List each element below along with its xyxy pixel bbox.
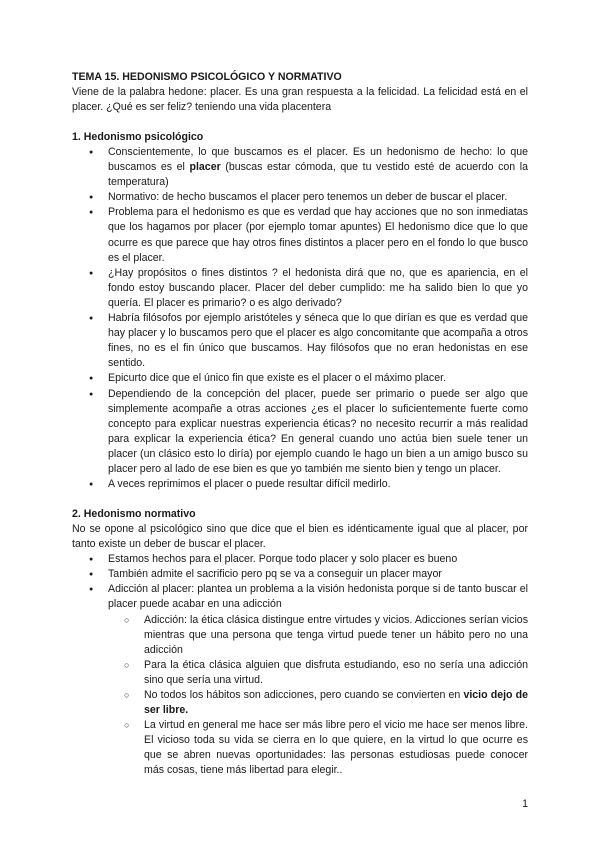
list-item: ● ¿Hay propósitos o fines distintos ? el hedonista dirá que no, que es apariencia, en el fondo estoy buscando placer. Placer del deber cumplido: me ha salido bien lo que yo quería. El placer es primario? o es algo derivado?	[72, 266, 528, 311]
list-item: ● Adicción al placer: plantea un problema a la visión hedonista porque si de tanto buscar el placer puede acabar en una adicción ○ Adicción: la ética clásica distingue entre virtudes y vicios. Adicciones serían vicios mientras que una persona que tenga virtud puede tener un hábito pero no una adicción ○ Para la ética clásica alguien que disfruta estudiando, eso no sería una adicción sino que sería una virtud. ○ No todos los hábitos son adicciones, pero cuando se convierten en vicio dejo de ser libre. ○ La virtud en general me hace ser más libre pero el vicio me hace ser menos libre. El vicioso toda su vida se cierra en lo que quiere, en la virtud lo que ocurre es que se abren nuevas oportunidades: las personas estudiosas puede conocer más cosas, tiene más libertad para elegir..	[72, 582, 528, 778]
sublist-item: ○ La virtud en general me hace ser más libre pero el vicio me hace ser menos libre. El vicioso toda su vida se cierra en lo que quiere, en la virtud lo que ocurre es que se abren nuevas oportunidades: las personas estudiosas puede conocer más cosas, tiene más libertad para elegir..	[72, 718, 528, 778]
list-item: ● También admite el sacrificio pero pq se va a conseguir un placer mayor	[72, 567, 528, 582]
section-2-intro: No se opone al psicológico sino que dice que el bien es idénticamente igual que al placer, por tanto existe un deber de buscar el placer.	[72, 523, 528, 551]
intro-paragraph: Viene de la palabra hedone: placer. Es una gran respuesta a la felicidad. La felicidad está en el placer. ¿Qué es ser feliz? teniendo una vida placentera	[72, 86, 528, 113]
section-2-sublist	[108, 613, 528, 779]
sublist-item: ○ Adicción: la ética clásica distingue entre virtudes y vicios. Adicciones serían vicios mientras que una persona que tenga virtud puede tener un hábito pero no una adicción	[72, 613, 528, 658]
list-item: ● Epicurto dice que el único fin que existe es el placer o el máximo placer.	[72, 371, 528, 386]
section-2-heading: 2. Hedonismo normativo	[72, 508, 196, 521]
sublist-item: ○ Para la ética clásica alguien que disfruta estudiando, eso no sería una adicción sino que sería una virtud.	[72, 658, 528, 688]
section-1-heading: 1. Hedonismo psicológico	[72, 131, 204, 143]
list-item: ● Estamos hechos para el placer. Porque todo placer y solo placer es bueno	[72, 552, 528, 567]
list-item: ● Problema para el hedonismo es que es verdad que hay acciones que no son inmediatas que los hagamos por placer (por ejemplo tomar apuntes) El hedonismo dice que lo que ocurre es que parece que hay otros fines distintos a placer pero en el fondo lo que busco es el placer.	[72, 205, 528, 265]
sublist-item: ○ No todos los hábitos son adicciones, pero cuando se convierten en vicio dejo de ser libre.	[72, 688, 528, 718]
list-item: ● Conscientemente, lo que buscamos es el placer. Es un hedonismo de hecho: lo que buscamos es el placer (buscas estar cómoda, que tu vestido esté de acuerdo con la temperatura)	[72, 145, 528, 190]
list-item: ● Normativo: de hecho buscamos el placer pero tenemos un deber de buscar el placer.	[72, 190, 528, 205]
list-item: ● Dependiendo de la concepción del placer, puede ser primario o puede ser algo que simplemente acompañe a otras acciones ¿es el placer lo suficientemente fuerte como concepto para explicar nuestras experiencia éticas? no necesito recurrir a más realidad para explicar la experiencia ética? En general cuando uno actúa bien suele tener un placer (un clásico esto lo diría) por ejemplo cuando le hago un bien a un amigo busco su placer pero al lado de ese bien es que yo también me siento bien y tengo un placer.	[72, 387, 528, 478]
list-item: ● Habría filósofos por ejemplo aristóteles y séneca que lo que dirían es que es verdad que hay placer y lo buscamos pero que el placer es algo concomitante que acompaña a otros fines, no es el fin único que buscamos. Hay filósofos que no eran hedonistas en ese sentido.	[72, 311, 528, 371]
page-number: 1	[522, 798, 528, 810]
document-title: TEMA 15. HEDONISMO PSICOLÓGICO Y NORMATIVO	[72, 71, 342, 83]
list-item: ● A veces reprimimos el placer o puede resultar difícil medirlo.	[72, 477, 528, 492]
section-1-list	[72, 145, 528, 492]
section-2-list	[72, 552, 528, 778]
